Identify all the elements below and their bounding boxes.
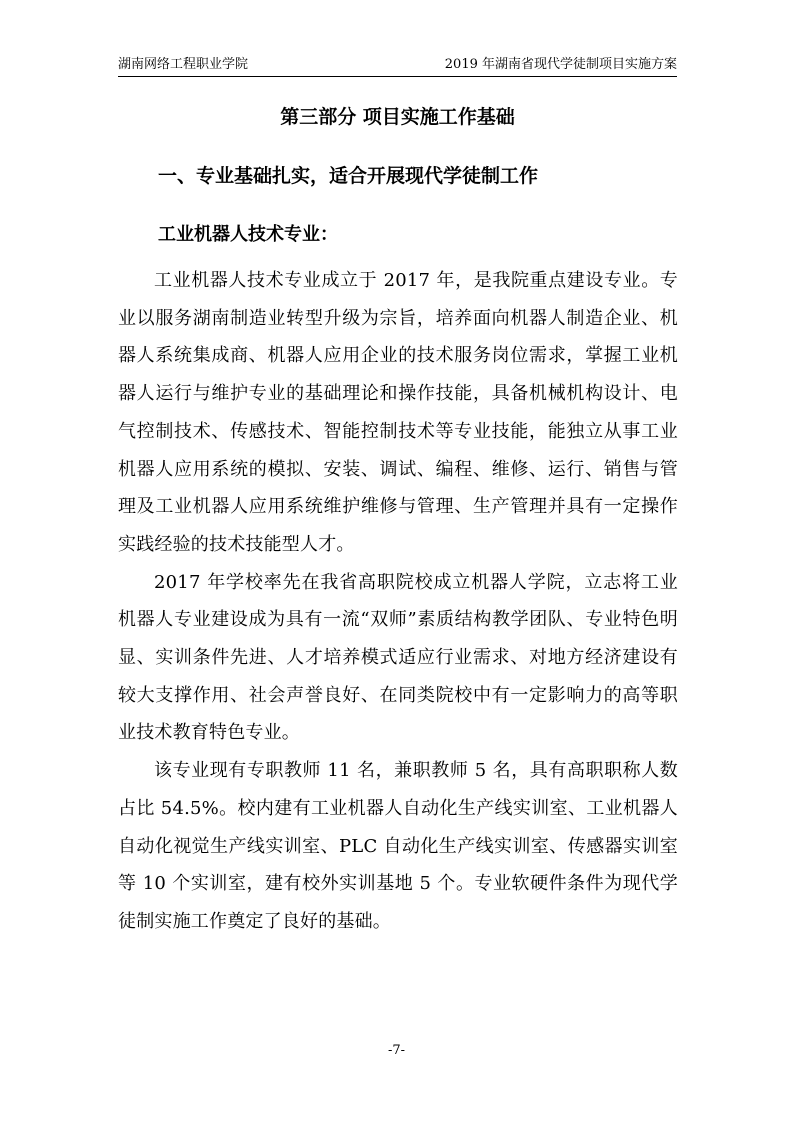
page-number: -7- — [387, 1043, 406, 1058]
subsection-heading: 工业机器人技术专业： — [158, 224, 338, 245]
paragraph-2: 2017 年学校率先在我省高职院校成立机器人学院，立志将工业机器人专业建设成为具有一流“双师”素质结构教学团队、专业特色明显、实训条件先进、人才培养模式适应行业需求、对地方经济建设有较大支撑作用、社会声誉良好、在同类院校中有一定影响力的高等职业技术教育特色专业。 — [118, 571, 678, 744]
paragraph-1: 工业机器人技术专业成立于 2017 年，是我院重点建设专业。专业以服务湖南制造业转型升级为宗旨，培养面向机器人制造企业、机器人系统集成商、机器人应用企业的技术服务岗位需求，掌握工业机器人运行与维护专业的基础理论和操作技能，具备机械机构设计、电气控制技术、传感技术、智能控制技术等专业技能，能独立从事工业机器人应用系统的模拟、安装、调试、编程、维修、运行、销售与管理及工业机器人应用系统维护维修与管理、生产管理并具有一定操作实践经验的技术技能型人才。 — [118, 270, 678, 555]
paragraph-3: 该专业现有专职教师 11 名，兼职教师 5 名，具有高职职称人数占比 54.5%。校内建有工业机器人自动化生产线实训室、工业机器人自动化视觉生产线实训室、PLC 自动化生产线实训室、传感器实训室等 10 个实训室，建有校外实训基地 5 个。专业软硬件条件为现代学徒制实施工作奠定了良好的基础。 — [118, 760, 678, 932]
header-document-title: 2019 年湖南省现代学徒制项目实施方案 — [444, 57, 677, 72]
header-institution: 湖南网络工程职业学院 — [118, 57, 249, 72]
section-heading: 一、专业基础扎实，适合开展现代学徒制工作 — [158, 165, 539, 187]
page-header — [118, 52, 677, 77]
body-text — [118, 262, 678, 941]
part-title: 第三部分 项目实施工作基础 — [280, 106, 515, 128]
